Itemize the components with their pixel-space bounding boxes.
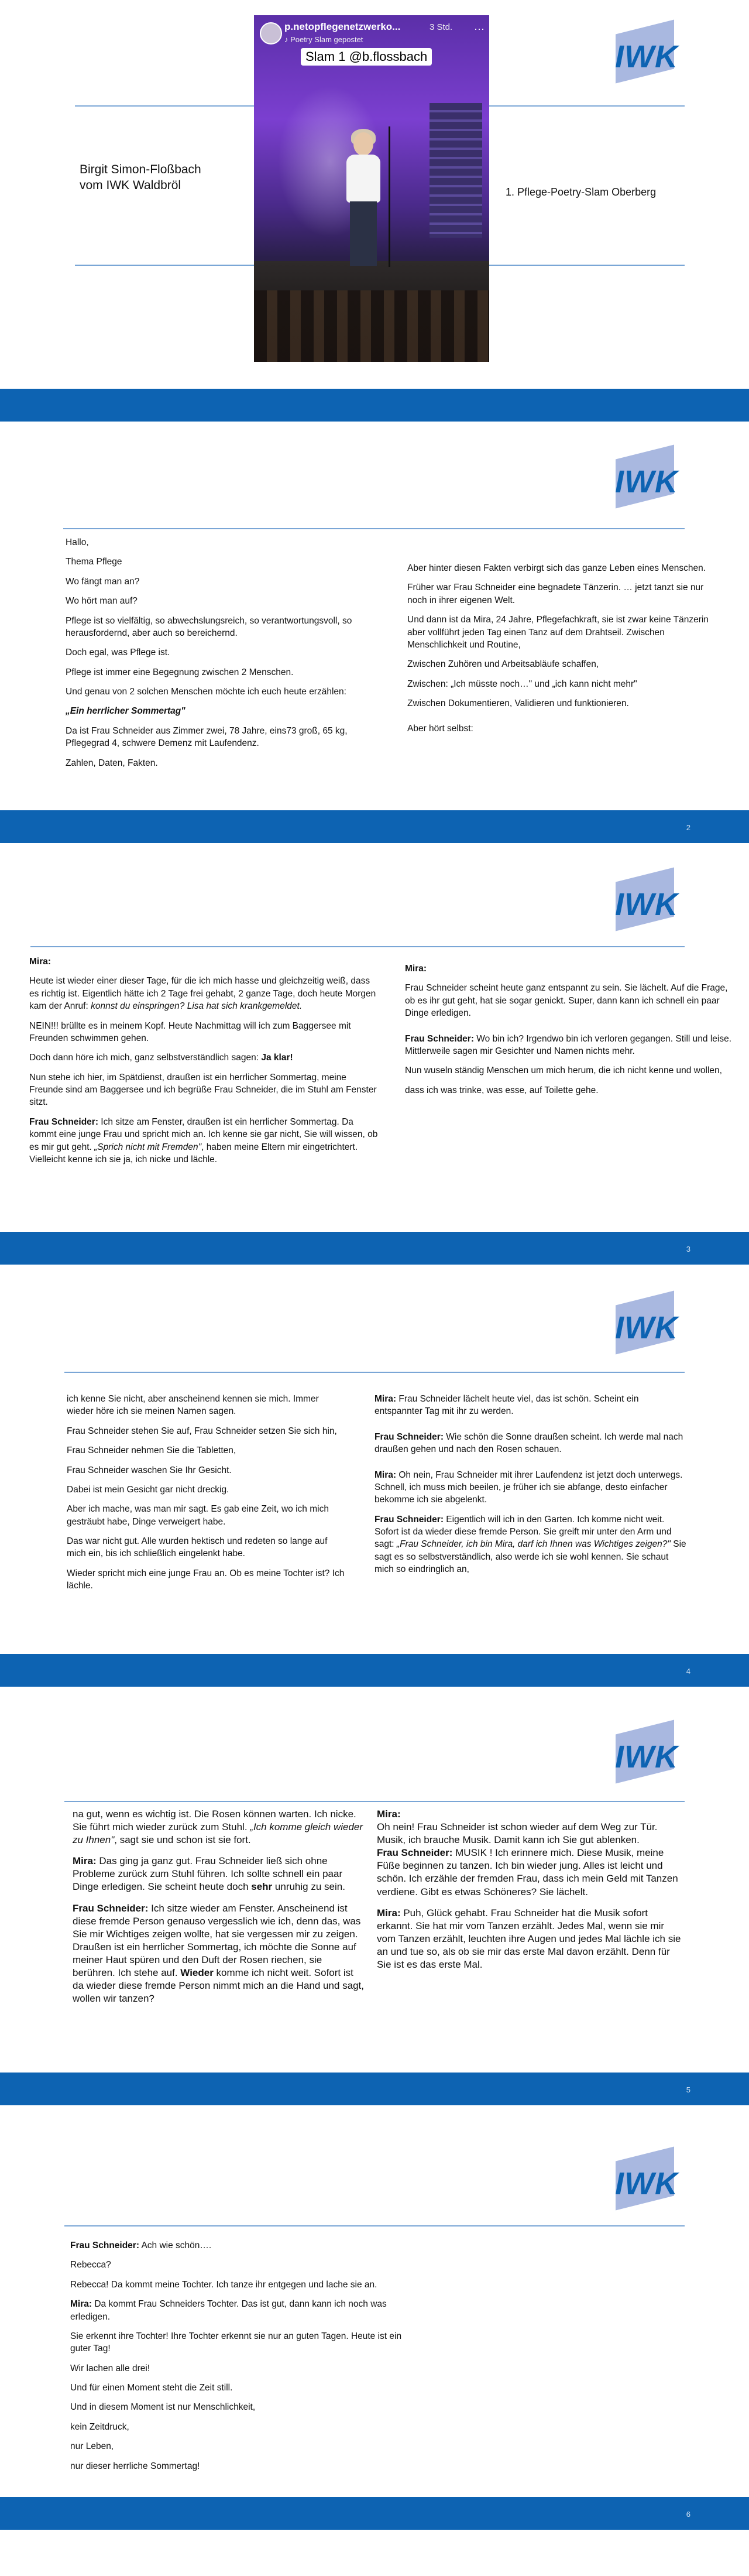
text-column-right: Mira: Frau Schneider scheint heute ganz entspannt zu sein. Sie lächelt. Auf die Frage, ob es ihr gut geht, hat sie sogar genickt. Super, dann kann ich schnell ein paar Dinge erledigen. Frau Schneider: Wo bin ich? Irgendwo bin ich verloren gegangen. Still und leise. Mittlerweile sagen mir Gesichter und Namen nichts mehr. Nun wuseln ständig Menschen um mich herum, die ich nicht kenne und wollen, dass ich was trinke, was esse, auf Toilette gehe.	[405, 964, 732, 1095]
footer-bar	[0, 2497, 749, 2530]
iwk-logo: IWK	[612, 2150, 681, 2209]
logo-text: IWK	[615, 39, 678, 74]
footer-bar	[0, 1232, 749, 1265]
story-time: 3 Std.	[430, 22, 453, 32]
top-rule-left	[75, 105, 254, 107]
story-caption: Slam 1 @b.flossbach	[301, 48, 432, 66]
iwk-logo: IWK	[612, 1724, 681, 1782]
header-rule	[64, 1372, 685, 1373]
header-rule	[63, 528, 685, 529]
story-account: p.netopflegenetzwerko...	[284, 21, 401, 32]
iwk-logo	[612, 23, 681, 82]
header-rule-left	[30, 946, 377, 947]
slide-3	[0, 850, 749, 1279]
header-rule-right	[377, 946, 685, 947]
text-column-left: ich kenne Sie nicht, aber anscheinend kennen sie mich. Immer wieder höre ich sie meinen Namen sagen. Frau Schneider stehen Sie auf, Frau Schneider setzen Sie sich hin, Frau Schneider nehmen Sie die Tabletten, Frau Schneider waschen Sie Ihr Gesicht. Dabei ist mein Gesicht gar nicht dreckig. Aber ich mache, was man mir sagt. Es gab eine Zeit, wo ich mich gesträubt habe, Dinge verweigert habe. Das war nicht gut. Alle wurden hektisch und redeten so lange auf mich ein, bis ich schließlich eingelenkt habe. Wieder spricht mich eine junge Frau an. Ob es meine Tochter ist? Ich lächle.	[67, 1394, 345, 1591]
text-column-left: Hallo, Thema Pflege Wo fängt man an? Wo hört man auf? Pflege ist so vielfältig, so abwechslungsreich, so verantwortungsvoll, so herausfordernd, aber auch so bereichernd. Doch egal, was Pflege ist. Pflege ist immer eine Begegnung zwischen 2 Menschen. Und genau von 2 solchen Menschen möchte ich euch heute erzählen: „Ein herrlicher Sommertag" Da ist Frau Schneider aus Zimmer zwei, 78 Jahre, eins73 groß, 65 kg, Pflegegrad 4, schwere Demenz mit Laufendenz. Zahlen, Daten, Fakten.	[66, 537, 352, 768]
slide-5	[0, 1708, 749, 2137]
text-column-right: Mira: Frau Schneider lächelt heute viel, das ist schön. Scheint ein entspannter Tag mit ihr zu werden. Frau Schneider: Wie schön die Sonne draußen scheint. Ich werde mal nach draußen gehen und nach den Rosen schauen. Mira: Oh nein, Frau Schneider mit ihrer Laufendenz ist jetzt doch unterwegs. Schnell, ich muss mich beeilen, je früher ich sie abfange, desto einfacher bekomme ich sie abgelenkt. Frau Schneider: Eigentlich will ich in den Garten. Ich komme nicht weit. Sofort ist da wieder diese fremde Person. Sie greift mir unter den Arm und sagt: „Frau Schneider, ich bin Mira, darf ich Ihnen was Wichtiges zeigen?" Sie sagt es so selbstverständlich, also werde ich sie wohl kennen. Sie schaut mich so eindringlich an,	[374, 1394, 686, 1575]
stage-photo	[254, 15, 489, 362]
page-number: 4	[686, 1667, 690, 1676]
page-number: 2	[686, 823, 690, 832]
text-column-right: Aber hinter diesen Fakten verbirgt sich das ganze Leben eines Menschen. Früher war Frau Schneider eine begnadete Tänzerin. … jetzt tanzt sie nur noch in ihrer eigenen Welt. Und dann ist da Mira, 24 Jahre, Pflegefachkraft, sie ist zwar keine Tänzerin aber vollführt jeden Tag einen Tanz auf dem Drahtseil. Zwischen Menschlichkeit und Routine, Zwischen Zuhören und Arbeitsabläufe schaffen, Zwischen: „Ich müsste noch…" und „ich kann nicht mehr" Zwischen Dokumentieren, Validieren und funktionieren. Aber hört selbst:	[407, 563, 709, 734]
header-rule	[64, 2225, 685, 2226]
page-number: 3	[686, 1245, 690, 1253]
footer-bar	[0, 810, 749, 843]
text-column-left: na gut, wenn es wichtig ist. Die Rosen können warten. Ich nicke. Sie führt mich wieder zurück zum Stuhl. „Ich komme gleich wieder zu Ihnen", sagt sie und schon ist sie fort. Mira: Das ging ja ganz gut. Frau Schneider ließ sich ohne Probleme zurück zum Stuhl führen. Ich sollte schnell ein paar Dinge erledigen. Sie scheint heute doch sehr unruhig zu sein. Frau Schneider: Ich sitze wieder am Fenster. Anscheinend ist diese fremde Person genauso vergesslich wie ich, denn das, was Sie mir Wichtiges zeigen wollte, hat sie vergessen mir zu zeigen. Draußen ist ein herrlicher Sommertag, ich möchte die Sonne auf meiner Haut spüren und den Duft der Rosen riechen, sie berühren. Ich stehe auf. Wieder komme ich nicht weit. Sofort ist da wieder diese fremde Person nimmt mich an die Hand und sagt, wollen wir tanzen?	[73, 1808, 364, 2005]
top-rule-right	[489, 105, 685, 107]
footer-bar	[0, 2073, 749, 2105]
iwk-logo: IWK	[612, 448, 681, 507]
text-column: Frau Schneider: Ach wie schön…. Rebecca? Rebecca! Da kommt meine Tochter. Ich tanze ihr entgegen und lache sie an. Mira: Da kommt Frau Schneiders Tochter. Das ist gut, dann kann ich noch was erledigen. Sie erkennt ihre Tochter! Ihre Tochter erkennt sie nur an guten Tagen. Heute ist ein guter Tag! Wir lachen alle drei! Und für einen Moment steht die Zeit still. Und in diesem Moment ist nur Menschlichkeit, kein Zeitdruck, nur Leben, nur dieser herrliche Sommertag!	[70, 2241, 402, 2471]
iwk-logo: IWK	[612, 1294, 681, 1353]
slide-1	[0, 0, 749, 422]
story-music: ♪ Poetry Slam gepostet	[284, 35, 363, 44]
text-column-right: Mira: Oh nein! Frau Schneider ist schon wieder auf dem Weg zur Tür. Musik, ich brauche Musik. Damit kann ich Sie gut ablenken. Frau Schneider: MUSIK ! Ich erinnere mich. Diese Musik, meine Füße beginnen zu tanzen. Ich bin wieder jung. Alles ist leicht und schön. Ich erzähle der fremden Frau, dass ich mein Geld mit Tanzen verdiene. Gibt es etwas Schöneres? Sie lächelt. Mira: Puh, Glück gehabt. Frau Schneider hat die Musik sofort erkannt. Sie hat mir vom Tanzen erzählt. Jedes Mal, wenn sie mir vom Tanzen erzählt, leuchten ihre Augen und jedes Mal lächle ich sie an und tue so, als ob sie mir das erste Mal davon erzählt. Denn für Sie ist es das erste Mal.	[377, 1808, 681, 1971]
more-icon: ⋯	[474, 23, 485, 35]
text-column-left: Mira: Heute ist wieder einer dieser Tage, für die ich mich hasse und gleichzeitig weiß, dass es richtig ist. Eigentlich hätte ich 2 Tage frei gehabt, 2 ganze Tage, doch heute Morgen kam der Anruf: konnst du einspringen? Lisa hat sich krankgemeldet. NEIN!!! brüllte es in meinem Kopf. Heute Nachmittag will ich zum Baggersee mit Freunden schwimmen gehen. Doch dann höre ich mich, ganz selbstverständlich sagen: Ja klar! Nun stehe ich hier, im Spätdienst, draußen ist ein herrlicher Sommertag, meine Freunde sind am Baggersee und ich begrüße Frau Schneider, die im Stuhl am Fenster sitzt. Frau Schneider: Ich sitze am Fenster, draußen ist ein herrlicher Sommertag. Da kommt eine junge Frau und spricht mich an. Ich kenne sie gar nicht, Sie will wissen, ob es mir gut geht. „Sprich nicht mit Fremden", haben meine Eltern mir eingetrichtert. Vielleicht kenne ich sie ja, ich nicke und lächle.	[29, 957, 378, 1164]
page-number: 6	[686, 2510, 690, 2519]
event-title: 1. Pflege-Poetry-Slam Oberberg	[506, 186, 657, 198]
footer-bar	[0, 1654, 749, 1687]
page-number: 5	[686, 2085, 690, 2094]
avatar	[260, 22, 282, 44]
header-rule	[64, 1801, 685, 1802]
iwk-logo: IWK	[612, 871, 681, 930]
bottom-rule-right	[489, 265, 685, 266]
footer-bar	[0, 389, 749, 422]
performer-figure	[342, 132, 383, 267]
mic-stand-icon	[389, 126, 390, 267]
slide-4	[0, 1279, 749, 1708]
bottom-rule-left	[75, 265, 254, 266]
slide-2	[0, 422, 749, 850]
slide-6	[0, 2137, 749, 2576]
speaker-name: Birgit Simon-Floßbach vom IWK Waldbröl	[80, 163, 201, 193]
